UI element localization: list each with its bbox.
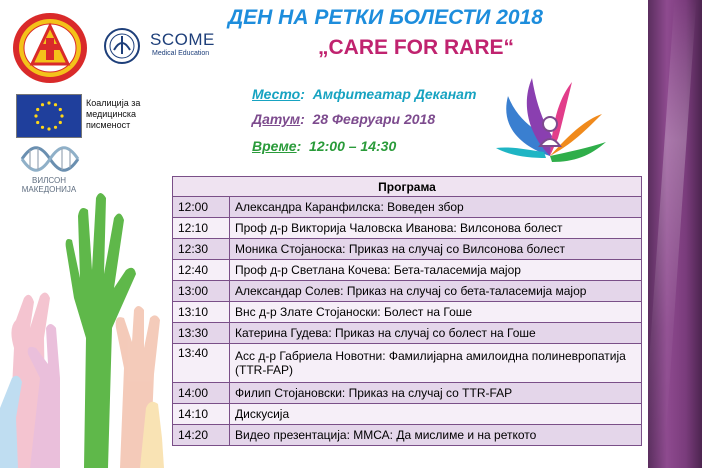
row-item: Александра Каранфилска: Воведен збор: [230, 197, 642, 218]
event-date: Датум: 28 Февруари 2018: [252, 111, 436, 127]
row-time: 12:40: [173, 260, 230, 281]
row-item: Катерина Гудева: Приказ на случај со болест на Гоше: [230, 323, 642, 344]
table-row: [173, 344, 642, 383]
table-row: [173, 323, 642, 344]
row-time: 12:10: [173, 218, 230, 239]
raised-hands-illustration-icon: [0, 178, 170, 468]
place-value: Амфитеатар Деканат: [312, 86, 477, 102]
wilson-name: ВИЛСОН: [32, 176, 66, 185]
row-time: 13:30: [173, 323, 230, 344]
row-item: Александар Солев: Приказ на случај со бета-таласемија мајор: [230, 281, 642, 302]
scome-name: SCOME: [150, 30, 215, 49]
table-row: [173, 302, 642, 323]
row-time: 13:10: [173, 302, 230, 323]
date-value: 28 Февруари 2018: [312, 111, 436, 127]
table-row: [173, 197, 642, 218]
table-row: [173, 281, 642, 302]
wilson-dna-icon: [18, 142, 82, 176]
wilson-country: МАКЕДОНИЈА: [21, 185, 77, 194]
table-row: [173, 260, 642, 281]
coalition-text: Коалиција за медицинска писменост: [86, 98, 141, 130]
row-item: Видео презентација: ММСА: Да мислиме и на реткото: [230, 425, 642, 446]
event-place: Место: Амфитеатар Деканат: [252, 86, 477, 102]
side-band-highlight: [642, 0, 697, 468]
event-time: Време: 12:00 – 14:30: [252, 138, 397, 154]
medical-association-seal-icon: [12, 12, 88, 84]
scome-tagline: Medical Education: [152, 50, 210, 57]
row-time: 14:20: [173, 425, 230, 446]
rare-disease-hands-icon: [490, 66, 610, 166]
row-time: 12:00: [173, 197, 230, 218]
date-label: Датум: [252, 111, 301, 127]
row-time: 14:00: [173, 383, 230, 404]
row-time: 13:40: [173, 344, 230, 383]
table-row: [173, 218, 642, 239]
row-item: Проф д-р Викторија Чаловска Иванова: Вилсонова болест: [230, 218, 642, 239]
page-title: ДЕН НА РЕТКИ БОЛЕСТИ 2018: [228, 6, 543, 29]
place-label: Место: [252, 86, 301, 102]
row-item: Моника Стојаноска: Приказ на случај со Вилсонова болест: [230, 239, 642, 260]
page-subtitle: „CARE FOR RARE“: [318, 36, 515, 59]
row-time: 12:30: [173, 239, 230, 260]
table-row: [173, 383, 642, 404]
row-item: Асс д-р Габриела Новотни: Фамилијарна амилоидна полиневропатија (TTR-FAP): [230, 344, 642, 383]
eu-flag-icon: [16, 94, 82, 138]
row-time: 14:10: [173, 404, 230, 425]
row-item: Дискусија: [230, 404, 642, 425]
table-row: [173, 239, 642, 260]
time-label: Време: [252, 138, 297, 154]
time-value: 12:00 – 14:30: [309, 138, 397, 154]
table-row: [173, 404, 642, 425]
row-item: Проф д-р Светлана Кочева: Бета-таласемија мајор: [230, 260, 642, 281]
table-row: [173, 425, 642, 446]
program-header: Програма: [173, 177, 642, 197]
program-table: [172, 176, 642, 446]
decorative-side-band: [648, 0, 702, 468]
row-time: 13:00: [173, 281, 230, 302]
row-item: Филип Стојановски: Приказ на случај со TTR-FAP: [230, 383, 642, 404]
scome-logo-icon: [100, 26, 144, 66]
row-item: Внс д-р Злате Стојаноски: Болест на Гоше: [230, 302, 642, 323]
